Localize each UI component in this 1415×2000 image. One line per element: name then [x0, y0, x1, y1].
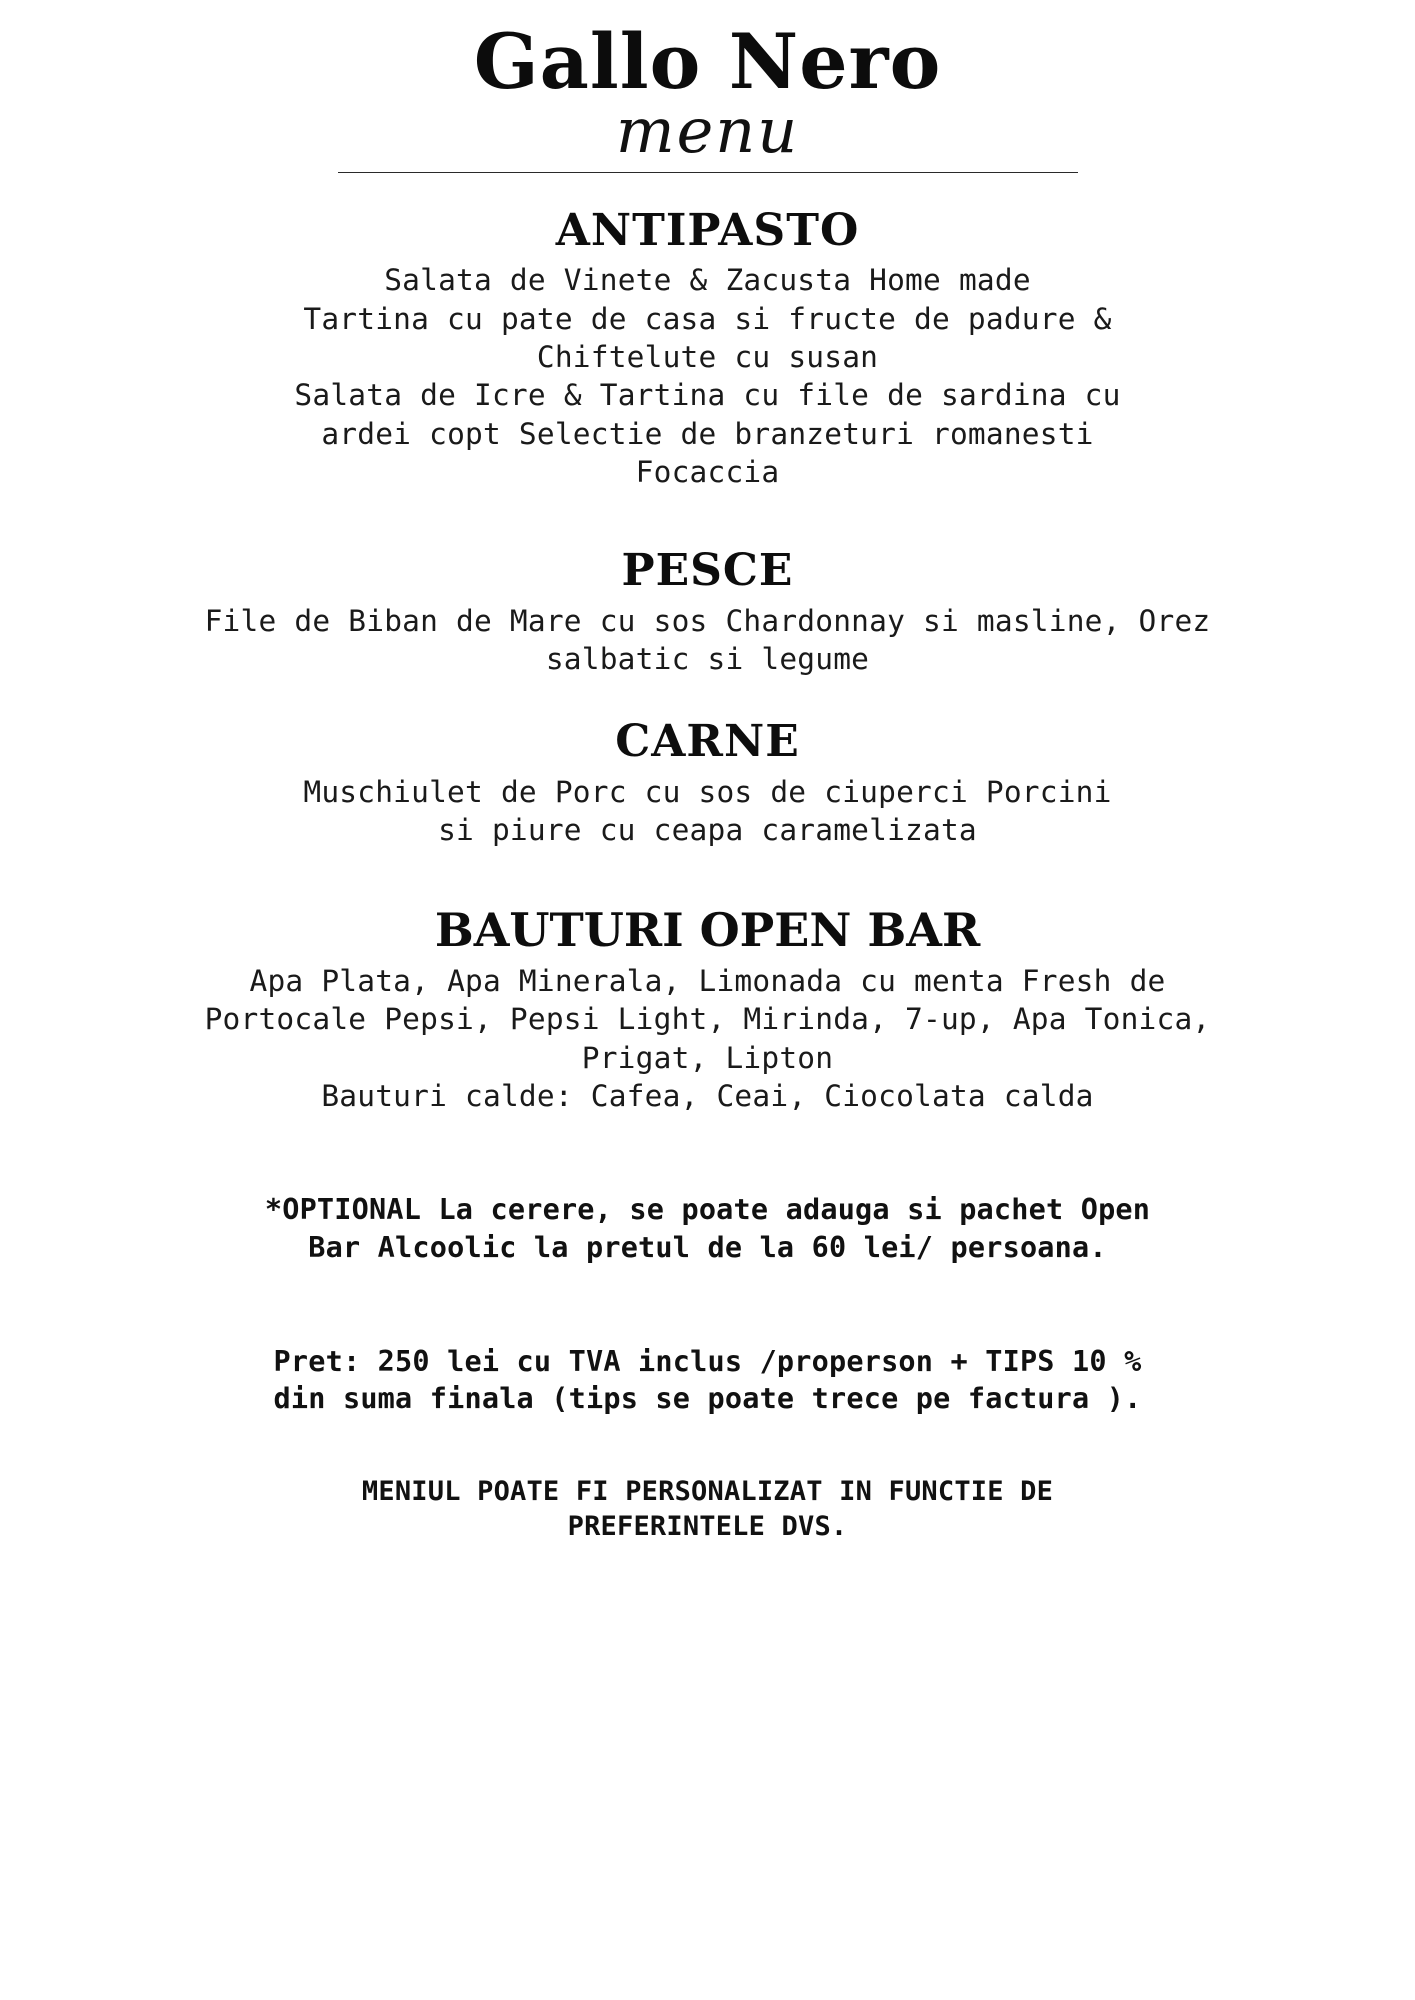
- menu-item: Salata de Icre & Tartina cu file de sardina cu: [294, 378, 1121, 413]
- spacer: [60, 491, 1355, 547]
- spacer: [60, 849, 1355, 905]
- section-title-pesce: PESCE: [621, 545, 794, 597]
- section-pesce: [60, 547, 1355, 678]
- spacer: [60, 1418, 1355, 1474]
- menu-item: Tartina cu pate de casa si fructe de padure &: [303, 301, 1112, 336]
- price-note-line: Pret: 250 lei cu TVA inclus /properson + TIPS 10 %: [273, 1344, 1142, 1378]
- spacer: [60, 678, 1355, 718]
- menu-item: File de Biban de Mare cu sos Chardonnay si masline, Orez: [204, 603, 1211, 638]
- section-title-bauturi-open-bar: BAUTURI OPEN BAR: [434, 903, 981, 958]
- restaurant-name: Gallo Nero: [473, 17, 942, 106]
- section-antipasto: [60, 204, 1355, 491]
- section-title-antipasto: ANTIPASTO: [555, 204, 860, 256]
- optional-note-line: *OPTIONAL La cerere, se poate adauga si pachet Open: [264, 1193, 1151, 1227]
- menu-header: [60, 17, 1355, 173]
- section-items-antipasto: [60, 261, 1355, 491]
- optional-note-line: Bar Alcoolic la pretul de la 60 lei/ persoana.: [308, 1230, 1107, 1264]
- section-items-bauturi-open-bar: [60, 962, 1355, 1115]
- spacer: [60, 1115, 1355, 1191]
- menu-item: Bauturi calde: Cafea, Ceai, Ciocolata calda: [321, 1079, 1094, 1114]
- menu-item: Focaccia: [635, 454, 780, 489]
- spacer: [60, 1267, 1355, 1343]
- menu-script-word: menu: [615, 93, 800, 167]
- menu-item: Apa Plata, Apa Minerala, Limonada cu menta Fresh de: [249, 964, 1166, 998]
- menu-item: salbatic si legume: [545, 641, 870, 676]
- menu-item: si piure cu ceapa caramelizata: [438, 813, 977, 848]
- section-title-carne: CARNE: [615, 716, 800, 768]
- menu-item: Portocale Pepsi, Pepsi Light, Mirinda, 7-up, Apa Tonica,: [204, 1002, 1211, 1037]
- price-note-line: din suma finala (tips se poate trece pe factura ).: [273, 1382, 1142, 1416]
- section-items-carne: [60, 773, 1355, 850]
- customization-note: [60, 1474, 1355, 1545]
- price-note: [60, 1343, 1355, 1418]
- menu-item: Salata de Vinete & Zacusta Home made: [384, 263, 1031, 298]
- optional-note: [60, 1191, 1355, 1266]
- menu-item: Chiftelute cu susan: [536, 339, 879, 374]
- menu-item: Muschiulet de Porc cu sos de ciuperci Porcini: [303, 774, 1112, 809]
- menu-item: ardei copt Selectie de branzeturi romanesti: [321, 416, 1094, 451]
- menu-item: Prigat, Lipton: [581, 1040, 834, 1075]
- section-items-pesce: [60, 602, 1355, 679]
- header-divider: [338, 172, 1078, 173]
- section-carne: [60, 718, 1355, 849]
- customization-note-line: MENIUL POATE FI PERSONALIZAT IN FUNCTIE DE: [361, 1475, 1054, 1507]
- customization-note-line: PREFERINTELE DVS.: [567, 1511, 848, 1543]
- section-bauturi-open-bar: [60, 905, 1355, 1115]
